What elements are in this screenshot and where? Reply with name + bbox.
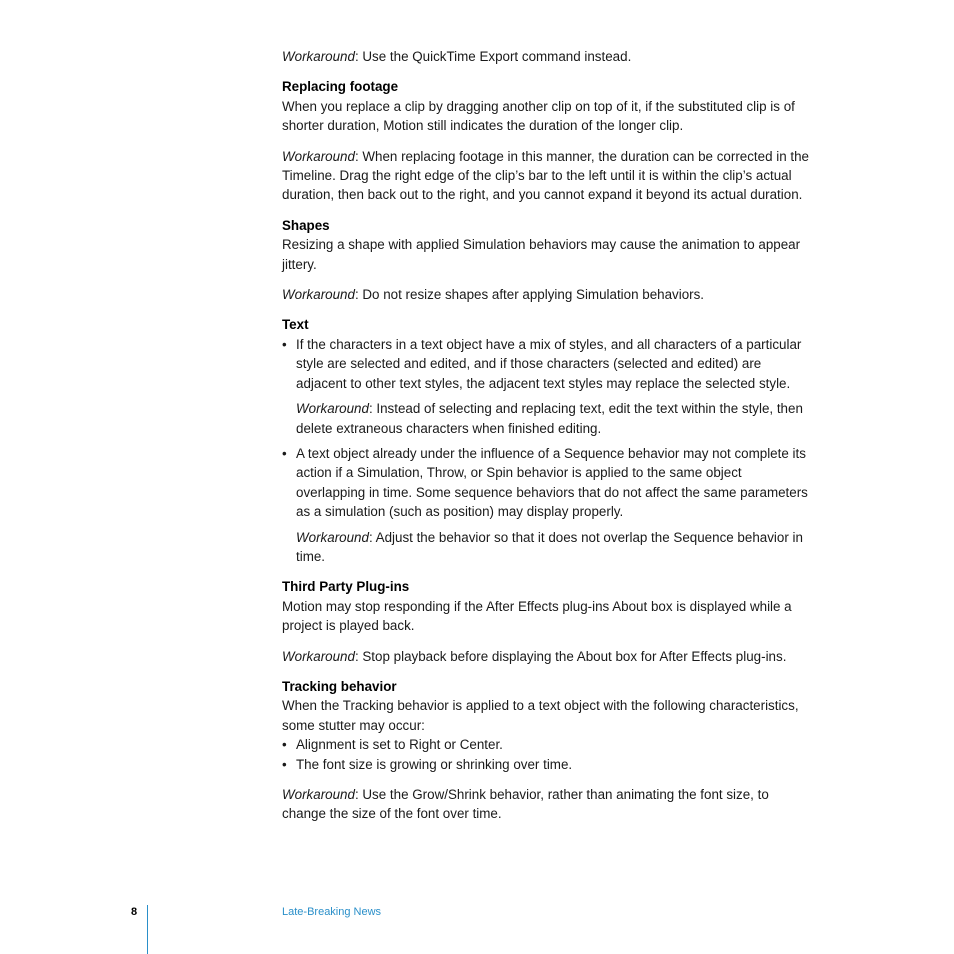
workaround-label: Workaround — [282, 648, 355, 664]
list-item-text: A text object already under the influence of a Sequence behavior may not complete its action if a Simulation, Throw, or Spin behavior is applied to the same object overlapping in time. Some sequence behaviors that do not affect the same parameters as a simulation (such as position) may display properly. — [296, 445, 808, 520]
list-item — [282, 755, 810, 774]
workaround-paragraph — [282, 399, 810, 438]
section-heading-third-party-plug-ins: Third Party Plug-ins — [282, 579, 410, 595]
workaround-label: Workaround — [282, 287, 355, 303]
bullet-icon: • — [282, 737, 287, 753]
section-heading-tracking-behavior: Tracking behavior — [282, 678, 397, 694]
page-number: 8 — [131, 906, 138, 918]
workaround-paragraph — [282, 647, 810, 666]
workaround-text: : Do not resize shapes after applying Simulation behaviors. — [354, 287, 705, 303]
workaround-label: Workaround — [296, 529, 369, 545]
workaround-text: : Adjust the behavior so that it does not overlap the Sequence behavior in time. — [296, 529, 803, 564]
bullet-icon: • — [282, 336, 287, 352]
workaround-label: Workaround — [282, 49, 355, 64]
workaround-text: : Use the Grow/Shrink behavior, rather than animating the font size, to change the size of the font over time. — [282, 787, 769, 822]
list-item-text: If the characters in a text object have a mix of styles, and all characters of a particular style are selected and edited, and if those characters (selected and edited) are adjacent to other text styles, the adjacent text styles may replace the selected style. — [296, 336, 802, 391]
list-item — [282, 735, 810, 754]
list-item — [282, 335, 810, 393]
workaround-paragraph — [282, 785, 810, 824]
footer-divider — [147, 905, 148, 954]
workaround-text: : Instead of selecting and replacing text, edit the text within the style, then delete extraneous characters when finished editing. — [296, 401, 803, 436]
bullet-icon: • — [282, 445, 287, 461]
section-heading-shapes: Shapes — [282, 217, 330, 233]
workaround-label: Workaround — [282, 148, 355, 164]
section-heading-text: Text — [282, 317, 309, 333]
footer-section-title: Late-Breaking News — [282, 906, 382, 918]
list-item-text: The font size is growing or shrinking over time. — [296, 756, 573, 772]
section-body-third-party-plug-ins: Motion may stop responding if the After Effects plug-ins About box is displayed while a project is played back. — [282, 598, 792, 634]
workaround-label: Workaround — [296, 401, 369, 417]
text-issues-list — [282, 335, 810, 393]
workaround-text: : Use the QuickTime Export command instead. — [354, 49, 632, 64]
section-body-replacing-footage: When you replace a clip by dragging another clip on top of it, if the substituted clip is of shorter duration, Motion still indicates the duration of the longer clip. — [282, 98, 795, 134]
list-item — [282, 444, 810, 522]
workaround-paragraph — [282, 285, 810, 304]
tracking-conditions-list — [282, 735, 810, 774]
workaround-text: : Stop playback before displaying the About box for After Effects plug-ins. — [354, 648, 787, 664]
text-issues-list — [282, 444, 810, 522]
list-item-text: Alignment is set to Right or Center. — [296, 737, 503, 753]
section-body-shapes: Resizing a shape with applied Simulation behaviors may cause the animation to appear jittery. — [282, 237, 801, 272]
workaround-label: Workaround — [282, 787, 355, 802]
workaround-paragraph — [282, 147, 810, 205]
workaround-paragraph — [282, 47, 810, 66]
workaround-paragraph — [282, 528, 810, 567]
document-page — [282, 47, 810, 824]
section-heading-replacing-footage: Replacing footage — [282, 79, 399, 95]
workaround-text: : When replacing footage in this manner, the duration can be corrected in the Timeline. Drag the right edge of the clip’s bar to the left until it is within the clip’s actual duration, then back out to the right, and you cannot expand it beyond its actual duration. — [282, 148, 810, 203]
section-body-tracking-behavior: When the Tracking behavior is applied to a text object with the following characteristics, some stutter may occur: — [282, 698, 799, 733]
bullet-icon: • — [282, 756, 287, 772]
